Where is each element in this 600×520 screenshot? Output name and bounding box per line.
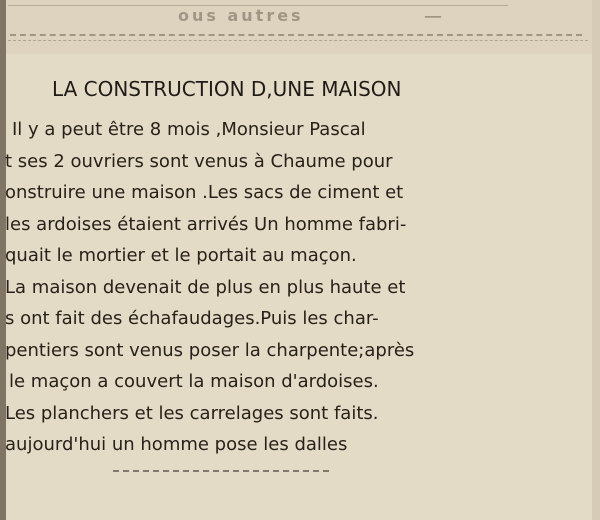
text-line-11: aujourd'hui un homme pose les dalles [5, 434, 348, 455]
text-line-2: t ses 2 ouvriers sont venus à Chaume pour [5, 150, 393, 172]
page-right-edge [592, 0, 600, 520]
section-header: ous autres [178, 6, 304, 25]
header-divider [10, 34, 582, 36]
text-line-1: Il y a peut être 8 mois ,Monsieur Pascal [12, 119, 366, 140]
text-line-4: les ardoises étaient arrivés Un homme fabri- [5, 213, 407, 235]
header-dash: — [424, 6, 442, 27]
text-line-10: Les planchers et les carrelages sont faits. [5, 402, 379, 424]
text-line-5: quait le mortier et le portait au maçon. [5, 245, 357, 266]
bottom-divider [113, 470, 329, 472]
text-line-6: La maison devenait de plus en plus haute et [5, 276, 406, 298]
text-line-7: s ont fait des échafaudages.Puis les char- [5, 308, 379, 329]
text-line-3: onstruire une maison .Les sacs de ciment et [5, 182, 404, 203]
article-title: LA CONSTRUCTION D,UNE MAISON [52, 77, 402, 101]
text-line-8: pentiers sont venus poser la charpente;après [5, 339, 415, 361]
header-divider-secondary [8, 40, 588, 41]
article-body [5, 114, 485, 461]
text-line-9: le maçon a couvert la maison d'ardoises. [9, 371, 379, 392]
